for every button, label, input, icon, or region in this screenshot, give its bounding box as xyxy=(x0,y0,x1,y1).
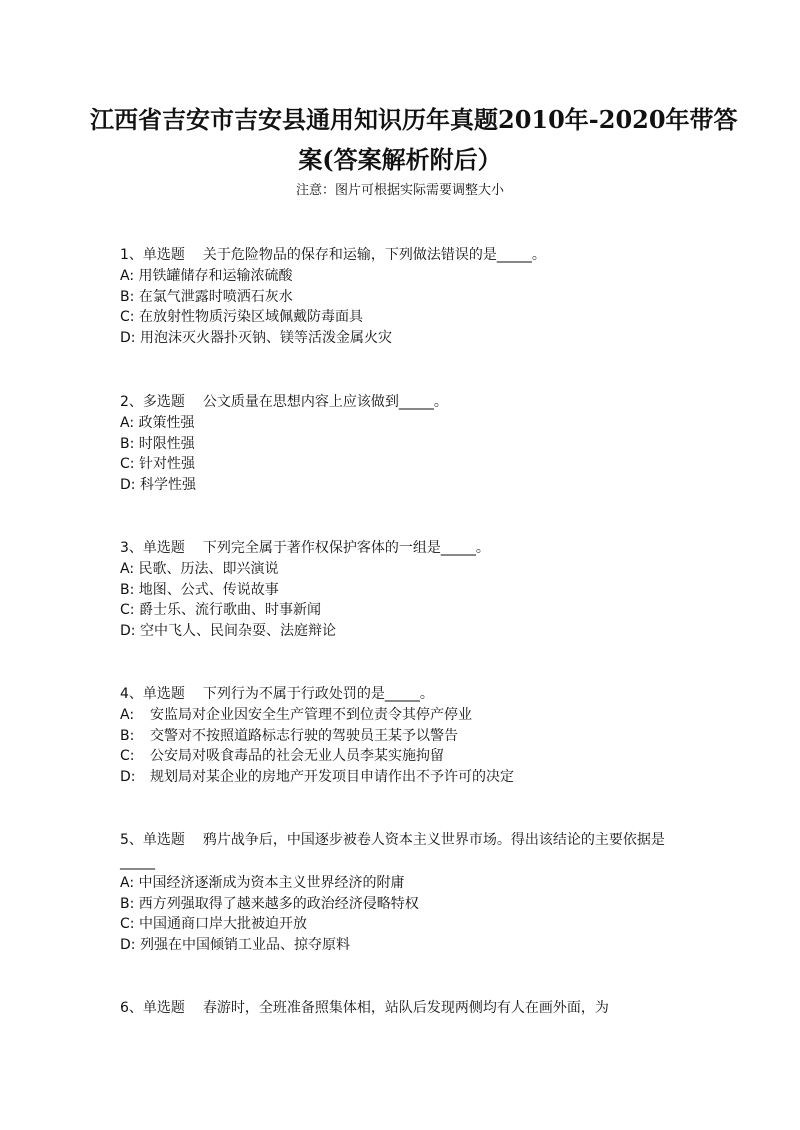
option-text: 用泡沫灭火器扑灭钠、镁等活泼金属火灾 xyxy=(139,329,392,346)
option-letter: C: xyxy=(120,309,135,325)
option-text: 民歌、历法、即兴演说 xyxy=(138,561,279,577)
option-letter: D: xyxy=(120,936,136,953)
option-letter: A: xyxy=(120,707,135,723)
question-number: 3、 xyxy=(120,540,143,556)
question-number: 6、 xyxy=(120,1000,143,1016)
question-2 xyxy=(120,391,690,495)
option-list xyxy=(120,266,690,348)
option-d xyxy=(120,475,690,496)
option-c xyxy=(120,914,690,935)
document-title-line-2: 案(答案解析附后） xyxy=(298,145,502,174)
option-text: 安监局对企业因安全生产管理不到位责令其停产停业 xyxy=(150,707,472,723)
option-b xyxy=(120,894,690,915)
option-b xyxy=(120,580,690,601)
question-stem xyxy=(120,244,690,266)
option-letter: D: xyxy=(120,622,136,639)
document-title-line-1: 江西省吉安市吉安县通用知识历年真题2010年-2020年带答 xyxy=(90,105,738,134)
option-letter: D: xyxy=(120,476,136,493)
option-letter: B: xyxy=(120,895,135,912)
option-text: 科学性强 xyxy=(139,476,196,493)
option-letter: D: xyxy=(120,768,136,785)
question-stem xyxy=(120,997,690,1019)
question-text: 下列行为不属于行政处罚的是_____。 xyxy=(202,686,434,702)
question-stem xyxy=(120,537,690,559)
image-resize-note: 注意：图片可根据实际需要调整大小 xyxy=(295,183,504,198)
option-c xyxy=(120,600,690,621)
option-text: 规划局对某企业的房地产开发项目申请作出不予许可的决定 xyxy=(150,768,514,785)
option-text: 用铁罐储存和运输浓硫酸 xyxy=(138,268,293,284)
question-type: 单选题 xyxy=(142,1000,185,1016)
option-letter: A: xyxy=(120,875,135,891)
option-b xyxy=(120,434,690,455)
option-letter: C: xyxy=(120,456,135,472)
option-c xyxy=(120,307,690,328)
option-text: 在放射性物质污染区域佩戴防毒面具 xyxy=(138,309,363,325)
option-list xyxy=(120,559,690,641)
option-letter: B: xyxy=(120,581,135,598)
option-d xyxy=(120,621,690,642)
option-letter: C: xyxy=(120,602,135,618)
option-text: 在氯气泄露时喷洒石灰水 xyxy=(138,288,293,305)
question-type: 单选题 xyxy=(142,832,185,848)
option-d xyxy=(120,935,690,956)
question-5 xyxy=(120,829,690,955)
option-d xyxy=(120,767,690,788)
question-text: 鸦片战争后，中国逐步被卷人资本主义世界市场。得出该结论的主要依据是_____ xyxy=(120,832,665,870)
option-text: 公安局对吸食毒品的社会无业人员李某实施拘留 xyxy=(150,748,444,764)
question-stem xyxy=(120,829,690,873)
option-text: 时限性强 xyxy=(138,435,195,452)
question-number: 4、 xyxy=(120,686,143,702)
question-3 xyxy=(120,537,690,641)
option-a xyxy=(120,705,690,726)
option-letter: B: xyxy=(120,435,135,452)
question-stem xyxy=(120,683,690,705)
question-number: 5、 xyxy=(120,832,143,848)
option-c xyxy=(120,454,690,475)
option-letter: C: xyxy=(120,916,135,932)
option-letter: A: xyxy=(120,415,135,431)
option-list xyxy=(120,413,690,495)
option-text: 地图、公式、传说故事 xyxy=(138,581,279,598)
option-letter: A: xyxy=(120,561,135,577)
question-4 xyxy=(120,683,690,787)
question-stem xyxy=(120,391,690,413)
option-list xyxy=(120,705,690,787)
option-a xyxy=(120,266,690,287)
option-letter: A: xyxy=(120,268,135,284)
option-c xyxy=(120,746,690,767)
question-text: 关于危险物品的保存和运输，下列做法错误的是_____。 xyxy=(202,247,546,263)
option-a xyxy=(120,873,690,894)
option-letter: C: xyxy=(120,748,135,764)
option-text: 中国经济逐渐成为资本主义世界经济的附庸 xyxy=(138,875,405,891)
question-1 xyxy=(120,244,690,348)
option-text: 爵士乐、流行歌曲、时事新闻 xyxy=(138,602,321,618)
option-b xyxy=(120,726,690,747)
question-number: 1、 xyxy=(120,247,143,263)
question-type: 多选题 xyxy=(142,394,185,410)
option-list xyxy=(120,873,690,955)
question-type: 单选题 xyxy=(142,540,185,556)
option-text: 交警对不按照道路标志行驶的驾驶员王某予以警告 xyxy=(150,727,458,744)
option-letter: B: xyxy=(120,727,135,744)
option-text: 中国通商口岸大批被迫开放 xyxy=(138,916,307,932)
option-text: 政策性强 xyxy=(138,415,195,431)
option-text: 列强在中国倾销工业品、掠夺原料 xyxy=(139,936,350,953)
option-b xyxy=(120,287,690,308)
option-d xyxy=(120,328,690,349)
option-a xyxy=(120,413,690,434)
question-type: 单选题 xyxy=(142,686,185,702)
option-text: 西方列强取得了越来越多的政治经济侵略特权 xyxy=(138,895,419,912)
option-a xyxy=(120,559,690,580)
option-text: 空中飞人、民间杂耍、法庭辩论 xyxy=(139,622,336,639)
question-text: 公文质量在思想内容上应该做到_____。 xyxy=(202,394,448,410)
question-text: 春游时，全班准备照集体相，站队后发现两侧均有人在画外面，为 xyxy=(202,1000,609,1016)
option-letter: B: xyxy=(120,288,135,305)
question-number: 2、 xyxy=(120,394,143,410)
question-6 xyxy=(120,997,690,1019)
question-text: 下列完全属于著作权保护客体的一组是_____。 xyxy=(202,540,490,556)
question-type: 单选题 xyxy=(142,247,185,263)
option-text: 针对性强 xyxy=(138,456,195,472)
option-letter: D: xyxy=(120,329,136,346)
